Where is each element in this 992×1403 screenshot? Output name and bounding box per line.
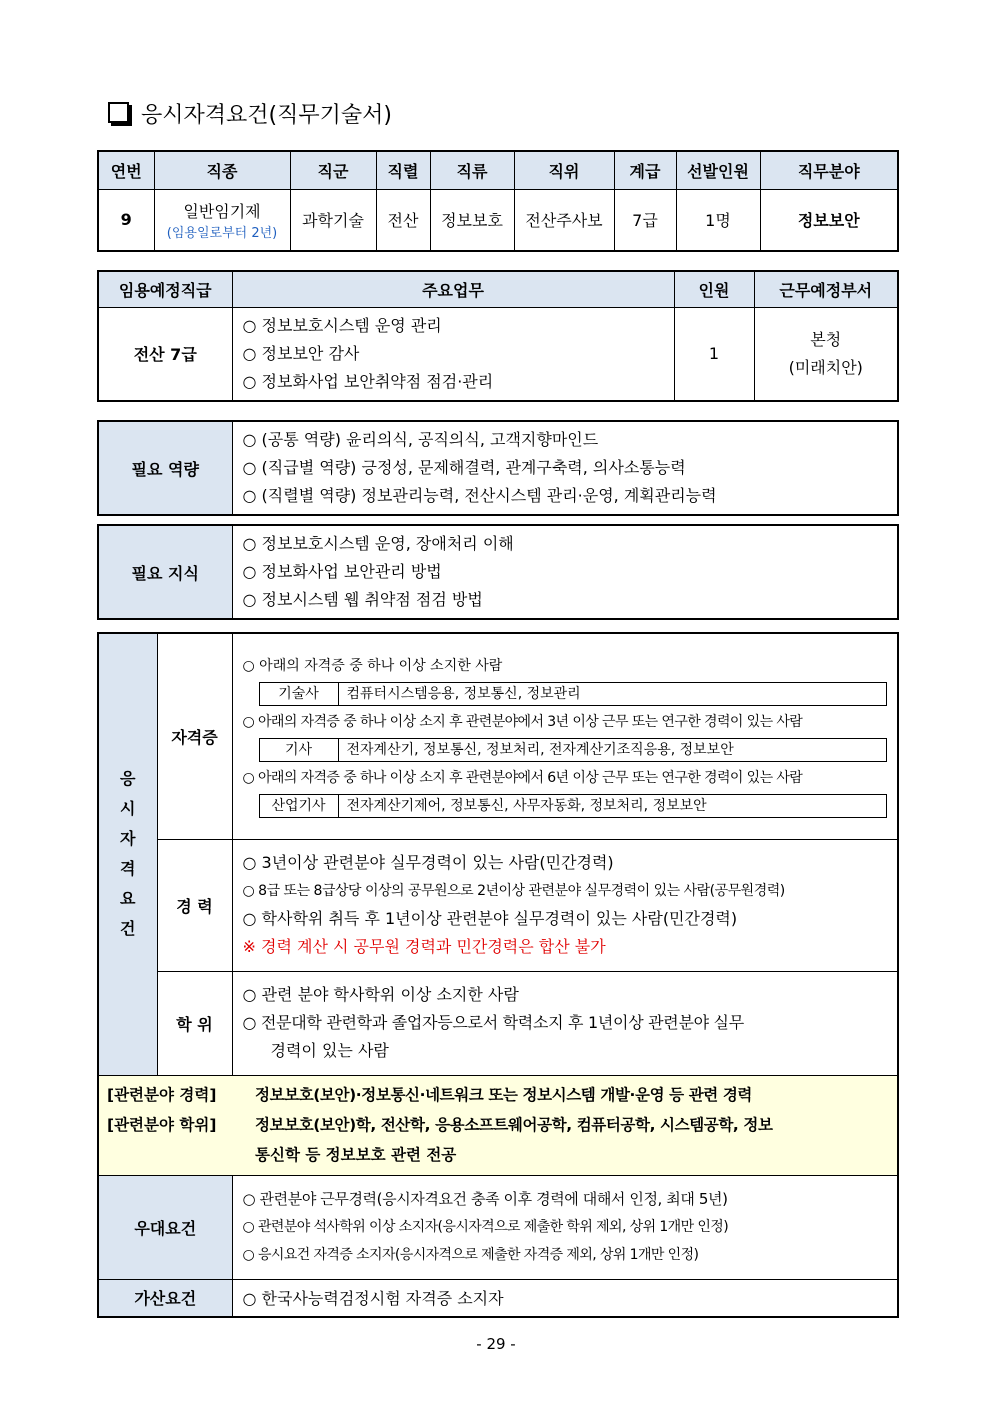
related-degree-value: 정보보호(보안)학, 전산학, 응용소프트웨어공학, 컴퓨터공학, 시스템공학, 정보 xyxy=(255,1116,773,1134)
header-count: 선발인원 xyxy=(676,151,760,189)
row-group: 과학기술 xyxy=(290,189,376,251)
preference-item: ○ 관련분야 석사학위 이상 소지자(응시자격으로 제출한 학위 제외, 상위 1개만 인정) xyxy=(242,1219,729,1235)
cert-content xyxy=(232,633,898,839)
cert-box xyxy=(259,682,887,706)
degree-list xyxy=(232,971,898,1075)
headcount: 1 xyxy=(674,307,754,401)
row-grade: 7급 xyxy=(614,189,676,251)
cert-list: 전자계산기제어, 정보통신, 사무자동화, 정보처리, 정보보안 xyxy=(346,798,707,815)
competency-label: 필요 역량 xyxy=(98,421,232,515)
degree-item: ○ 관련 분야 학사학위 이상 소지한 사람 xyxy=(242,985,519,1004)
degree-item: 경력이 있는 사람 xyxy=(270,1041,389,1060)
header-dept: 근무예정부서 xyxy=(754,271,898,307)
qualification-label-char: 자 xyxy=(120,829,136,849)
cert-level: 기사 xyxy=(260,739,339,761)
row-class: 정보보호 xyxy=(430,189,514,251)
row-type xyxy=(154,189,290,251)
header-grade: 계급 xyxy=(614,151,676,189)
preference-list xyxy=(232,1175,898,1279)
qualification-table xyxy=(97,632,899,1318)
related-degree-key: [관련분야 학위] xyxy=(107,1116,217,1134)
cert-box xyxy=(259,794,887,818)
dept-line: (미래치안) xyxy=(788,357,863,377)
row-type-note: (임용일로부터 2년) xyxy=(166,225,278,241)
cert-level: 기술사 xyxy=(260,683,339,705)
related-career-value: 정보보호(보안)·정보통신·네트워크 또는 정보시스템 개발·운영 등 관련 경력 xyxy=(255,1086,753,1104)
row-type-name: 일반임기제 xyxy=(183,201,261,221)
degree-label: 학 위 xyxy=(157,971,232,1075)
career-item: ○ 학사학위 취득 후 1년이상 관련분야 실무경력이 있는 사람(민간경력) xyxy=(242,909,738,928)
position-summary-table xyxy=(97,150,899,252)
header-field: 직무분야 xyxy=(760,151,898,189)
bonus-item: ○ 한국사능력검정시험 자격증 소지자 xyxy=(232,1279,898,1317)
row-count: 1명 xyxy=(676,189,760,251)
header-class: 직류 xyxy=(430,151,514,189)
competency-list xyxy=(232,421,898,515)
qualification-label-char: 건 xyxy=(120,919,136,939)
qualification-label-char: 격 xyxy=(120,859,136,879)
related-degree-value: 통신학 등 정보보호 관련 전공 xyxy=(255,1146,457,1164)
bonus-label: 가산요건 xyxy=(98,1279,232,1317)
cert-condition: ○ 아래의 자격증 중 하나 이상 소지 후 관련분야에서 3년 이상 근무 또는 연구한 경력이 있는 사람 xyxy=(242,714,803,731)
knowledge-label: 필요 지식 xyxy=(98,525,232,619)
knowledge-item: ○ 정보화사업 보안관리 방법 xyxy=(242,562,442,581)
career-item: ○ 3년이상 관련분야 실무경력이 있는 사람(민간경력) xyxy=(242,853,614,872)
knowledge-list xyxy=(232,525,898,619)
knowledge-item: ○ 정보보호시스템 운영, 장애처리 이해 xyxy=(242,534,514,553)
header-position: 직위 xyxy=(514,151,614,189)
competency-item: ○ (공통 역량) 윤리의식, 공직의식, 고객지향마인드 xyxy=(242,430,599,449)
competency-item: ○ (직렬별 역량) 정보관리능력, 전산시스템 관리·운영, 계획관리능력 xyxy=(242,486,717,505)
preference-item: ○ 응시요건 자격증 소지자(응시자격으로 제출한 자격증 제외, 상위 1개만 인정) xyxy=(242,1247,699,1263)
qualification-label-char: 요 xyxy=(120,889,136,909)
duty-item: ○ 정보보안 감사 xyxy=(242,343,360,363)
header-series: 직렬 xyxy=(376,151,430,189)
section-title-text: 응시자격요건(직무기술서) xyxy=(141,103,392,128)
row-position: 전산주사보 xyxy=(514,189,614,251)
dept-line: 본청 xyxy=(810,329,842,349)
related-degree xyxy=(107,1110,889,1140)
section-title xyxy=(108,98,392,129)
row-field: 정보보안 xyxy=(760,189,898,251)
career-note: ※ 경력 계산 시 공무원 경력과 민간경력은 합산 불가 xyxy=(242,937,606,956)
row-no: 9 xyxy=(98,189,154,251)
duty-item: ○ 정보보호시스템 운영 관리 xyxy=(242,315,442,335)
career-list xyxy=(232,839,898,971)
knowledge-table xyxy=(97,524,899,620)
header-headcount: 인원 xyxy=(674,271,754,307)
cert-label: 자격증 xyxy=(157,633,232,839)
header-group: 직군 xyxy=(290,151,376,189)
page-number: - 29 - xyxy=(476,1335,516,1353)
cert-condition: ○ 아래의 자격증 중 하나 이상 소지한 사람 xyxy=(242,658,503,675)
duties-list xyxy=(232,307,674,401)
header-no: 연번 xyxy=(98,151,154,189)
qualification-label xyxy=(98,633,157,1075)
competency-table xyxy=(97,420,899,516)
qualification-label-char: 시 xyxy=(120,799,136,819)
cert-list: 전자계산기, 정보통신, 정보처리, 전자계산기조직응용, 정보보안 xyxy=(346,742,734,759)
cert-condition: ○ 아래의 자격증 중 하나 이상 소지 후 관련분야에서 6년 이상 근무 또는 연구한 경력이 있는 사람 xyxy=(242,770,803,787)
duties-table xyxy=(97,270,899,402)
dept xyxy=(754,307,898,401)
duty-item: ○ 정보화사업 보안취약점 점검·관리 xyxy=(242,371,494,391)
header-main-duties: 주요업무 xyxy=(232,271,674,307)
row-series: 전산 xyxy=(376,189,430,251)
planned-grade: 전산 7급 xyxy=(98,307,232,401)
related-career xyxy=(107,1080,889,1110)
related-career-key: [관련분야 경력] xyxy=(107,1086,217,1104)
knowledge-item: ○ 정보시스템 웹 취약점 점검 방법 xyxy=(242,590,483,609)
degree-item: ○ 전문대학 관련학과 졸업자등으로서 학력소지 후 1년이상 관련분야 실무 xyxy=(242,1013,744,1032)
cert-level: 산업기사 xyxy=(260,795,339,817)
header-planned-grade: 임용예정직급 xyxy=(98,271,232,307)
preference-item: ○ 관련분야 근무경력(응시자격요건 충족 이후 경력에 대해서 인정, 최대 5년) xyxy=(242,1190,728,1208)
checkbox-square-icon xyxy=(108,102,129,123)
career-item: ○ 8급 또는 8급상당 이상의 공무원으로 2년이상 관련분야 실무경력이 있는 사람(공무원경력) xyxy=(242,883,785,899)
career-label: 경 력 xyxy=(157,839,232,971)
cert-list: 컴퓨터시스템응용, 정보통신, 정보관리 xyxy=(346,686,581,703)
competency-item: ○ (직급별 역량) 긍정성, 문제해결력, 관계구축력, 의사소통능력 xyxy=(242,458,686,477)
qualification-label-char: 응 xyxy=(120,769,136,789)
cert-box xyxy=(259,738,887,762)
header-type: 직종 xyxy=(154,151,290,189)
preference-label: 우대요건 xyxy=(98,1175,232,1279)
related-field-box xyxy=(98,1075,898,1175)
